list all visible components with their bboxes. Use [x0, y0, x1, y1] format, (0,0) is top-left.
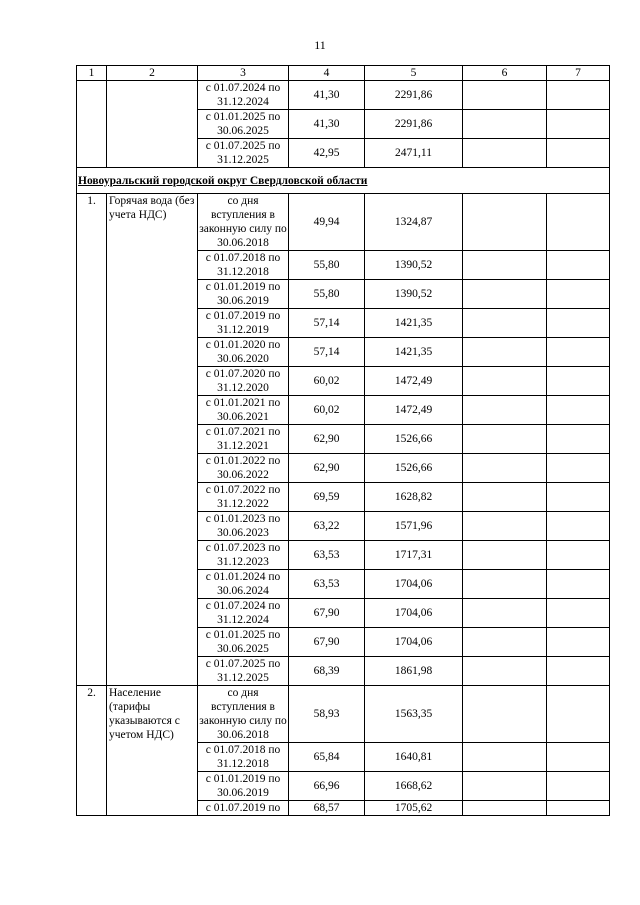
value-col4-cell: 63,53 [289, 541, 365, 570]
value-col5-cell: 1668,62 [365, 772, 463, 801]
empty-col7-cell [547, 280, 610, 309]
empty-col6-cell [463, 801, 547, 816]
value-col5-cell: 1526,66 [365, 454, 463, 483]
empty-col7-cell [547, 309, 610, 338]
value-col4-cell: 68,57 [289, 801, 365, 816]
empty-col7-cell [547, 599, 610, 628]
empty-col6-cell [463, 686, 547, 743]
value-col5-cell: 1704,06 [365, 570, 463, 599]
empty-col7-cell [547, 801, 610, 816]
empty-col6-cell [463, 541, 547, 570]
empty-col6-cell [463, 454, 547, 483]
period-cell: с 01.01.2019 по 30.06.2019 [198, 772, 289, 801]
value-col4-cell: 49,94 [289, 194, 365, 251]
value-col4-cell: 68,39 [289, 657, 365, 686]
empty-col7-cell [547, 81, 610, 110]
page-number: 11 [314, 38, 326, 52]
period-cell: с 01.07.2021 по 31.12.2021 [198, 425, 289, 454]
period-cell: с 01.07.2025 по 31.12.2025 [198, 657, 289, 686]
period-cell: с 01.07.2019 по 31.12.2019 [198, 309, 289, 338]
value-col5-cell: 1640,81 [365, 743, 463, 772]
empty-col6-cell [463, 81, 547, 110]
value-col5-cell: 1704,06 [365, 599, 463, 628]
header-cell: 3 [198, 66, 289, 81]
header-cell: 6 [463, 66, 547, 81]
period-cell: с 01.07.2019 по [198, 801, 289, 816]
period-cell: с 01.07.2018 по 31.12.2018 [198, 743, 289, 772]
header-cell: 2 [107, 66, 198, 81]
value-col4-cell: 42,95 [289, 139, 365, 168]
group-number: 1. [77, 194, 107, 686]
value-col4-cell: 62,90 [289, 454, 365, 483]
empty-col7-cell [547, 367, 610, 396]
empty-col6-cell [463, 772, 547, 801]
empty-col6-cell [463, 570, 547, 599]
period-cell: со дня вступления в законную силу по 30.06.2018 [199, 687, 287, 741]
empty-col7-cell [547, 512, 610, 541]
value-col5-cell: 1324,87 [365, 194, 463, 251]
empty-col6-cell [463, 110, 547, 139]
value-col4-cell: 55,80 [289, 280, 365, 309]
table-row [77, 81, 610, 110]
empty-col6-cell [463, 628, 547, 657]
period-cell: со дня вступления в законную силу по 30.06.2018 [199, 195, 287, 249]
value-col4-cell: 66,96 [289, 772, 365, 801]
value-col5-cell: 1705,62 [365, 801, 463, 816]
period-cell: с 01.07.2018 по 31.12.2018 [198, 251, 289, 280]
value-col4-cell: 63,53 [289, 570, 365, 599]
value-col5-cell: 1472,49 [365, 367, 463, 396]
empty-col7-cell [547, 338, 610, 367]
period-cell: с 01.01.2025 по 30.06.2025 [198, 110, 289, 139]
value-col5-cell: 1628,82 [365, 483, 463, 512]
value-col4-cell: 67,90 [289, 599, 365, 628]
value-col5-cell: 1390,52 [365, 280, 463, 309]
value-col4-cell: 69,59 [289, 483, 365, 512]
value-col4-cell: 41,30 [289, 110, 365, 139]
empty-col7-cell [547, 454, 610, 483]
empty-col6-cell [463, 194, 547, 251]
value-col4-cell: 57,14 [289, 338, 365, 367]
empty-col7-cell [547, 628, 610, 657]
value-col5-cell: 2471,11 [365, 139, 463, 168]
empty-col6-cell [463, 139, 547, 168]
empty-col7-cell [547, 570, 610, 599]
empty-col6-cell [463, 599, 547, 628]
empty-col7-cell [547, 772, 610, 801]
empty-col7-cell [547, 743, 610, 772]
continued-num-cell [77, 81, 107, 168]
section-title: Новоуральский городской округ Свердловской области [77, 168, 610, 194]
empty-col7-cell [547, 251, 610, 280]
value-col5-cell: 1704,06 [365, 628, 463, 657]
empty-col6-cell [463, 512, 547, 541]
header-cell: 5 [365, 66, 463, 81]
value-col5-cell: 1563,35 [365, 686, 463, 743]
period-cell: с 01.01.2024 по 30.06.2024 [198, 570, 289, 599]
period-cell: с 01.01.2021 по 30.06.2021 [198, 396, 289, 425]
value-col4-cell: 62,90 [289, 425, 365, 454]
empty-col7-cell [547, 483, 610, 512]
header-row [77, 66, 610, 81]
table-row [77, 686, 610, 743]
table-row [77, 194, 610, 251]
empty-col7-cell [547, 541, 610, 570]
empty-col6-cell [463, 483, 547, 512]
value-col5-cell: 1421,35 [365, 309, 463, 338]
tariff-table-body [77, 66, 610, 816]
empty-col7-cell [547, 425, 610, 454]
group-name: Горячая вода (без учета НДС) [107, 194, 198, 686]
value-col4-cell: 67,90 [289, 628, 365, 657]
value-col4-cell: 63,22 [289, 512, 365, 541]
empty-col6-cell [463, 367, 547, 396]
empty-col6-cell [463, 251, 547, 280]
period-cell: с 01.07.2025 по 31.12.2025 [198, 139, 289, 168]
empty-col7-cell [547, 194, 610, 251]
value-col4-cell: 60,02 [289, 367, 365, 396]
empty-col6-cell [463, 743, 547, 772]
empty-col7-cell [547, 657, 610, 686]
empty-col7-cell [547, 396, 610, 425]
period-cell: с 01.07.2022 по 31.12.2022 [198, 483, 289, 512]
value-col4-cell: 65,84 [289, 743, 365, 772]
empty-col6-cell [463, 396, 547, 425]
empty-col6-cell [463, 425, 547, 454]
value-col5-cell: 1861,98 [365, 657, 463, 686]
period-cell: с 01.07.2024 по 31.12.2024 [198, 81, 289, 110]
value-col5-cell: 1472,49 [365, 396, 463, 425]
value-col4-cell: 58,93 [289, 686, 365, 743]
empty-col6-cell [463, 280, 547, 309]
empty-col6-cell [463, 338, 547, 367]
header-cell: 1 [77, 66, 107, 81]
period-cell: с 01.07.2020 по 31.12.2020 [198, 367, 289, 396]
continued-name-cell [107, 81, 198, 168]
section-title-row [77, 168, 610, 194]
header-cell: 4 [289, 66, 365, 81]
value-col5-cell: 2291,86 [365, 81, 463, 110]
value-col4-cell: 55,80 [289, 251, 365, 280]
value-col5-cell: 1526,66 [365, 425, 463, 454]
value-col5-cell: 1421,35 [365, 338, 463, 367]
period-cell: с 01.01.2020 по 30.06.2020 [198, 338, 289, 367]
period-cell: с 01.01.2022 по 30.06.2022 [198, 454, 289, 483]
tariff-table [76, 65, 610, 816]
value-col5-cell: 2291,86 [365, 110, 463, 139]
period-cell: с 01.01.2019 по 30.06.2019 [198, 280, 289, 309]
group-number: 2. [77, 686, 107, 816]
empty-col7-cell [547, 686, 610, 743]
period-cell: с 01.01.2025 по 30.06.2025 [198, 628, 289, 657]
empty-col6-cell [463, 657, 547, 686]
period-cell: с 01.07.2024 по 31.12.2024 [198, 599, 289, 628]
period-cell: с 01.01.2023 по 30.06.2023 [198, 512, 289, 541]
group-name: Население (тарифы указываются с учетом НДС) [107, 686, 198, 816]
empty-col7-cell [547, 139, 610, 168]
period-cell: с 01.07.2023 по 31.12.2023 [198, 541, 289, 570]
value-col5-cell: 1571,96 [365, 512, 463, 541]
header-cell: 7 [547, 66, 610, 81]
value-col4-cell: 41,30 [289, 81, 365, 110]
value-col4-cell: 57,14 [289, 309, 365, 338]
empty-col7-cell [547, 110, 610, 139]
value-col5-cell: 1717,31 [365, 541, 463, 570]
empty-col6-cell [463, 309, 547, 338]
value-col4-cell: 60,02 [289, 396, 365, 425]
value-col5-cell: 1390,52 [365, 251, 463, 280]
